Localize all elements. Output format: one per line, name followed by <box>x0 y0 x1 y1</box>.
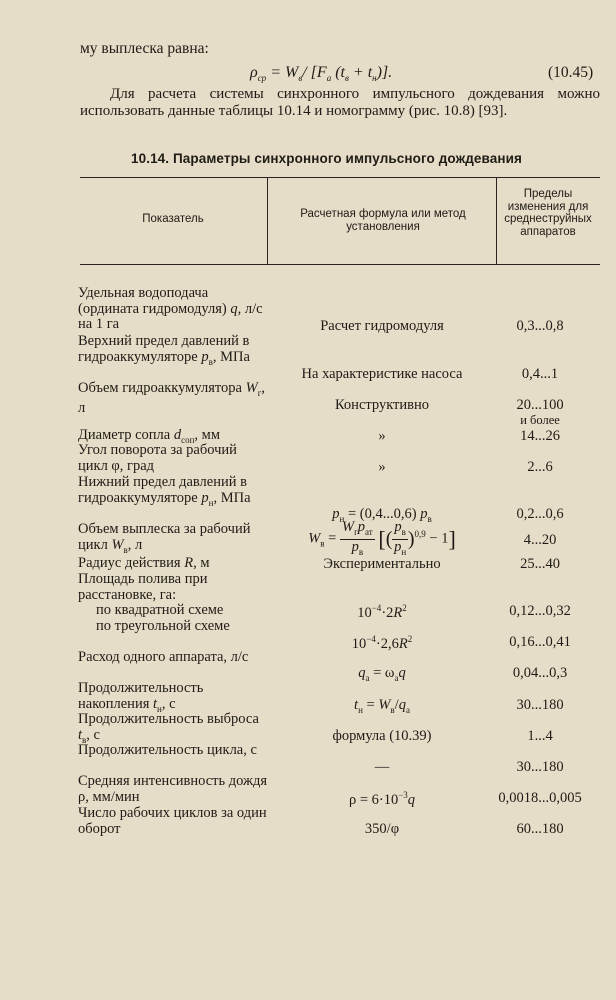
header-indicator: Показатель <box>142 213 204 225</box>
row-12-formula: $t_н = W_в/q_а$ <box>354 697 410 715</box>
row-1-formula: На характеристике насоса <box>301 366 463 382</box>
row-3-indicator: Диаметр сопла $d_{соп}$, мм <box>78 427 221 445</box>
row-7-indicator: Радиус действия R, м <box>78 555 210 571</box>
row-8-indicator: Площадь полива при расстановке, га: <box>78 571 208 603</box>
row-12-range: 30...180 <box>516 697 564 713</box>
row-5-range: 0,2...0,6 <box>516 506 564 522</box>
row-10-formula: $10^{-4}\cdot 2,6R^2$ <box>351 634 413 652</box>
row-9-formula: $10^{-4}\cdot 2R^2$ <box>357 603 407 621</box>
row-14-range: 30...180 <box>516 759 564 775</box>
row-2-formula: Конструктивно <box>334 397 430 413</box>
intro-line: му выплеска равна: <box>80 40 209 57</box>
column-divider-2 <box>496 178 497 264</box>
row-7-formula: Экспериментально <box>323 556 441 572</box>
column-divider-1 <box>267 178 268 264</box>
row-0-indicator: Удельная водоподача (ордината гидромодуля) q, л/с на 1 га <box>78 285 263 333</box>
row-1-indicator: Верхний предел давлений в гидроаккумуляторе $p_в$, МПа <box>78 333 250 367</box>
header-formula: Расчетная формула или метод установления <box>300 208 466 233</box>
row-3-range: 14...26 <box>520 428 560 444</box>
table-top-rule <box>80 177 600 178</box>
row-14-indicator: Продолжительность цикла, с <box>78 742 257 758</box>
row-11-formula: $q_а = \omega_аq$ <box>358 665 406 683</box>
row-3-formula: » <box>378 428 386 444</box>
row-10-range: 0,16...0,41 <box>509 634 571 650</box>
row-10-indicator: по треугольной схеме <box>96 618 230 634</box>
row-4-range: 2...6 <box>527 459 553 475</box>
intro-paragraph: Для расчета системы синхронного импульсного дождевания можно использовать данные таблицы 10.14 и номограмму (рис. 10.8) [93]. <box>80 86 600 119</box>
row-16-range: 60...180 <box>516 821 564 837</box>
table-title: 10.14. Параметры синхронного импульсного дождевания <box>131 151 523 166</box>
row-11-indicator: Расход одного аппарата, л/с <box>78 649 249 665</box>
row-12-indicator: Продолжительность накопления $t_н$, с <box>78 680 204 714</box>
row-11-range: 0,04...0,3 <box>512 665 568 681</box>
row-5-indicator: Нижний предел давлений в гидроаккумуляторе $p_н$, МПа <box>78 474 251 508</box>
equation-number: (10.45) <box>548 64 594 81</box>
row-13-indicator: Продолжительность выброса $t_в$, с <box>78 711 259 745</box>
row-13-range: 1...4 <box>527 728 553 744</box>
row-6-range: 4...20 <box>523 532 557 548</box>
row-4-indicator: Угол поворота за рабочий цикл φ, град <box>78 442 237 474</box>
equation-10-45: $\rho_{ср} = W_в/$ [$F_а$ $(t_в + t_н)$]. <box>250 64 393 84</box>
row-5-formula: $p_н = (0,4...0,6)$ $p_в$ <box>332 506 432 524</box>
header-range: Пределы изменения для среднеструйных аппаратов <box>504 188 592 238</box>
row-0-range: 0,3...0,8 <box>516 318 564 334</box>
row-6-formula: $W_в$ = $\frac{W_гp_{ат}}{p_в}$ [( $\frac{p_в}{p_н}$ )$^{0,9}$ − 1] <box>308 519 456 557</box>
row-16-formula: 350/φ <box>364 821 400 837</box>
row-6-indicator: Объем выплеска за рабочий цикл $W_в$, л <box>78 521 251 555</box>
row-2-indicator: Объем гидроаккумулятора $W_г$, л <box>78 380 266 417</box>
row-14-formula: — <box>374 759 390 775</box>
row-2-range-note: и более <box>520 413 560 427</box>
row-9-indicator: по квадратной схеме <box>96 602 224 618</box>
row-7-range: 25...40 <box>520 556 560 572</box>
row-15-formula: $\rho = 6\cdot 10^{-3}q$ <box>348 790 416 808</box>
row-16-indicator: Число рабочих циклов за один оборот <box>78 805 267 837</box>
table-header-rule <box>80 264 600 265</box>
row-13-formula: формула (10.39) <box>332 728 432 744</box>
row-15-indicator: Средняя интенсивность дождя ρ, мм/мин <box>78 773 268 805</box>
row-2-range: 20...100 <box>516 397 564 413</box>
row-0-formula: Расчет гидромодуля <box>320 318 444 334</box>
row-1-range: 0,4...1 <box>521 366 559 382</box>
row-9-range: 0,12...0,32 <box>509 603 571 619</box>
row-4-formula: » <box>378 459 386 475</box>
row-15-range: 0,0018...0,005 <box>498 790 582 806</box>
